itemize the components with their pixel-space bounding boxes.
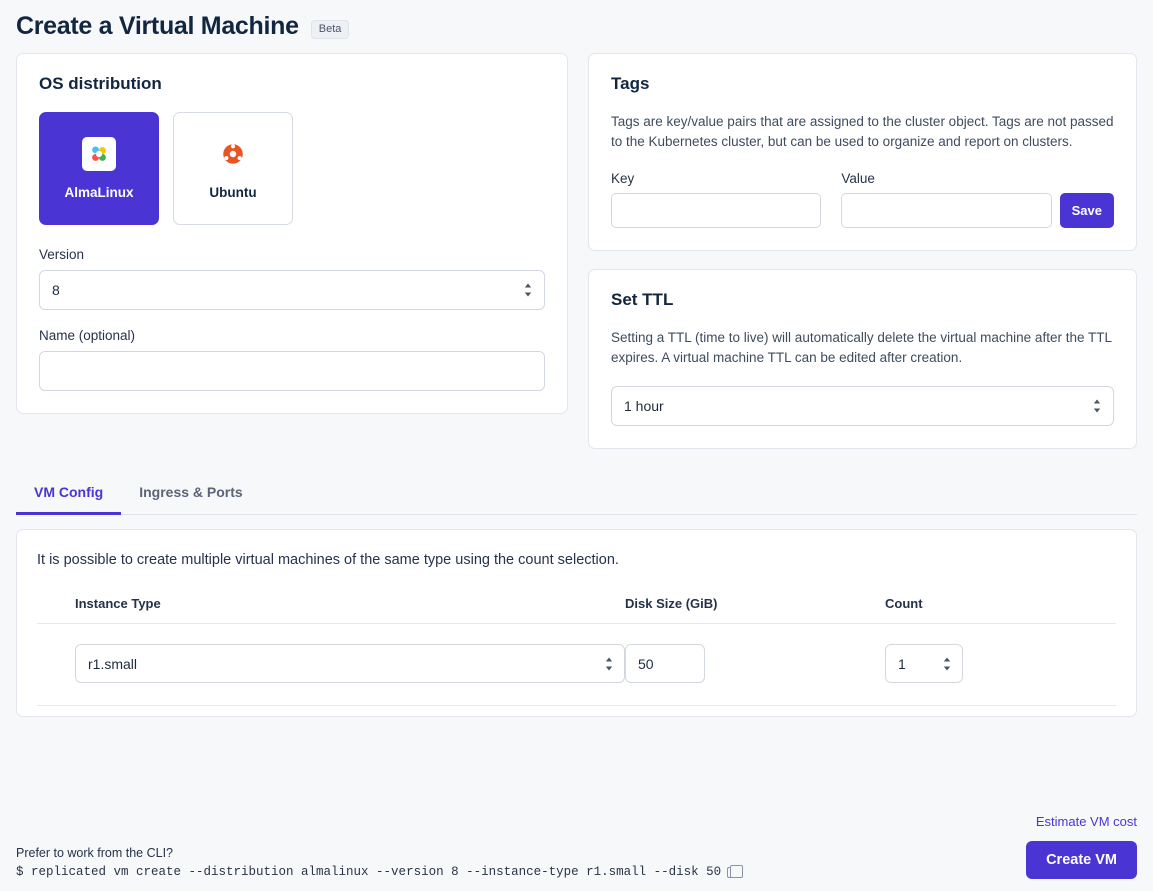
table-row (37, 624, 1116, 706)
ttl-title: Set TTL (611, 289, 674, 309)
ttl-select[interactable] (611, 386, 1114, 426)
estimate-vm-cost-link[interactable]: Estimate VM cost (1035, 814, 1137, 829)
tag-value-label: Value (841, 170, 875, 186)
column-header-disk-size: Disk Size (GiB) (625, 596, 885, 624)
name-field (39, 328, 545, 391)
instance-type-value: r1.small (75, 644, 625, 683)
cli-label: Prefer to work from the CLI? (16, 846, 174, 860)
count-value: 1 (885, 644, 963, 683)
ttl-description: Setting a TTL (time to live) will automatically delete the virtual machine after the TTL expires. A virtual machine TTL can be edited after creation. (611, 329, 1112, 365)
tag-key-label: Key (611, 170, 635, 186)
os-distribution-card (16, 53, 568, 414)
tags-title: Tags (611, 74, 650, 93)
name-label: Name (optional) (39, 328, 136, 343)
cli-hint (16, 846, 738, 879)
vm-config-table (37, 596, 1116, 706)
ttl-card (588, 269, 1137, 450)
save-tag-button[interactable]: Save (1060, 193, 1114, 228)
ubuntu-icon (216, 137, 250, 171)
cli-command-row (16, 865, 738, 879)
tags-card (588, 53, 1137, 251)
tags-description: Tags are key/value pairs that are assigned to the cluster object. Tags are not passed to the Kubernetes cluster, but can be used to organize and report on clusters. (611, 114, 1114, 150)
tag-value-field (841, 171, 1051, 228)
chevron-updown-icon (1092, 398, 1102, 414)
cell-count (885, 624, 1116, 706)
disk-size-field[interactable] (625, 644, 705, 683)
tab-ingress-ports[interactable]: Ingress & Ports (139, 484, 243, 500)
cli-command: $ replicated vm create --distribution almalinux --version 8 --instance-type r1.small --disk 50 (16, 865, 722, 879)
chevron-updown-icon (523, 282, 533, 298)
version-field (39, 247, 545, 310)
create-vm-button[interactable]: Create VM (1026, 841, 1137, 879)
tag-value-input[interactable] (841, 193, 1051, 228)
top-section (16, 53, 1137, 449)
version-select[interactable] (39, 270, 545, 310)
os-tile-ubuntu[interactable] (173, 112, 293, 225)
tag-key-field (611, 171, 821, 228)
vm-config-note: It is possible to create multiple virtual machines of the same type using the count selection. (37, 552, 619, 568)
page-header (16, 12, 1137, 53)
os-tile-label: Ubuntu (209, 185, 257, 200)
os-tile-group (39, 112, 545, 225)
tag-key-input[interactable] (611, 193, 821, 228)
footer-actions (1026, 814, 1137, 879)
status-badge: Beta (311, 20, 350, 39)
config-tabs (16, 471, 1137, 515)
column-header-count: Count (885, 596, 1116, 624)
instance-type-select[interactable] (75, 644, 625, 683)
copy-icon[interactable] (727, 867, 738, 878)
os-distribution-title: OS distribution (39, 74, 162, 93)
name-input[interactable] (39, 351, 545, 391)
version-label: Version (39, 247, 85, 262)
os-distribution-column (16, 53, 568, 414)
page-footer (0, 814, 1153, 891)
ttl-value: 1 hour (624, 398, 664, 414)
count-stepper[interactable] (885, 644, 963, 683)
chevron-updown-icon (942, 656, 952, 672)
disk-size-value: 50 (625, 644, 705, 683)
tab-vm-config[interactable]: VM Config (16, 471, 121, 515)
chevron-updown-icon (604, 656, 614, 672)
cell-instance-type (37, 624, 625, 706)
page-title: Create a Virtual Machine (16, 12, 299, 40)
cell-disk-size (625, 624, 885, 706)
table-header-row (37, 596, 1116, 624)
column-header-instance-type: Instance Type (37, 596, 625, 624)
almalinux-icon (82, 137, 116, 171)
tags-kv-row (611, 171, 1114, 228)
os-tile-almalinux[interactable] (39, 112, 159, 225)
version-value: 8 (52, 282, 60, 298)
vm-config-card (16, 529, 1137, 717)
tags-ttl-column (588, 53, 1137, 449)
os-tile-label: AlmaLinux (64, 185, 134, 200)
